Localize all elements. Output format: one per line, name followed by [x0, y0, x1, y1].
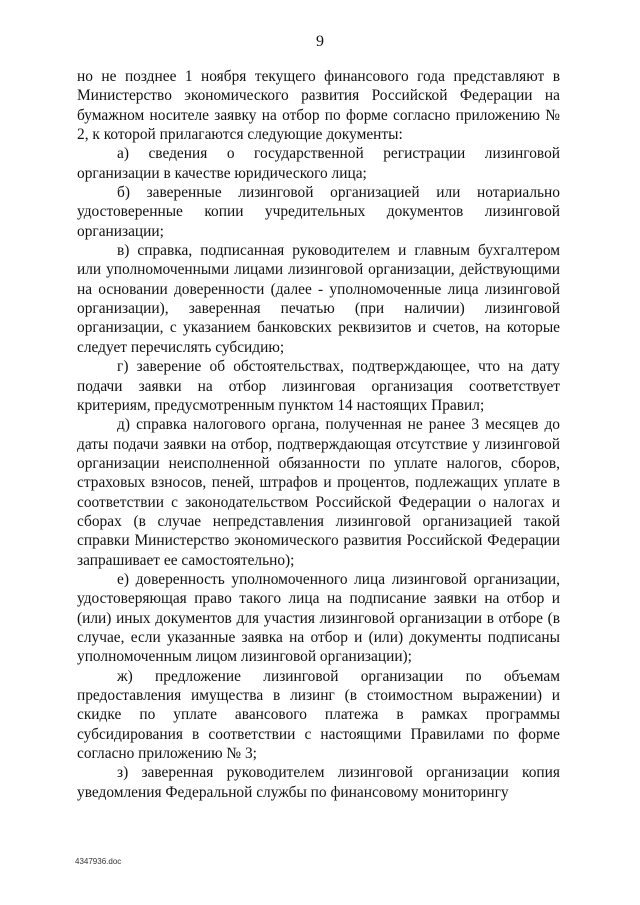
- paragraph-item-a: а) сведения о государственной регистрации лизинговой организации в качестве юридического лица;: [77, 145, 560, 182]
- paragraph-item-b: б) заверенные лизинговой организацией или нотариально удостоверенные копии учредительных документов лизинговой организации;: [77, 184, 560, 240]
- paragraph-item-v: в) справка, подписанная руководителем и главным бухгалтером или уполномоченными лицами лизинговой организации, действующими на основании доверенности (далее - уполномоченные лица лизинговой организации), заверенная печатью (при наличии) лизинговой организации, с указанием банковских реквизитов и счетов, на которые следует перечислять субсидию;: [77, 242, 560, 356]
- paragraph-item-z: з) заверенная руководителем лизинговой организации копия уведомления Федеральной службы по финансовому мониторингу: [77, 764, 560, 801]
- document-filename: 4347936.doc: [75, 857, 122, 866]
- document-body: [77, 67, 560, 802]
- paragraph-intro: но не позднее 1 ноября текущего финансового года представляют в Министерство экономического развития Российской Федерации на бумажном носителе заявку на отбор по форме согласно приложению № 2, к которой прилагаются следующие документы:: [77, 68, 560, 144]
- paragraph-item-d: д) справка налогового органа, полученная не ранее 3 месяцев до даты подачи заявки на отбор, подтверждающая отсутствие у лизинговой организации неисполненной обязанности по уплате налогов, сборов, страховых взносов, пеней, штрафов и процентов, подлежащих уплате в соответствии с законодательством Российской Федерации о налогах и сборах (в случае непредставления лизинговой организацией такой справки Министерство экономического развития Российской Федерации запрашивает ее самостоятельно);: [77, 416, 560, 569]
- paragraph-item-e: е) доверенность уполномоченного лица лизинговой организации, удостоверяющая право такого лица на подписание заявки на отбор и (или) иных документов для участия лизинговой организации в отборе (в случае, если указанные заявка на отбор и (или) документы подписаны уполномоченным лицом лизинговой организации);: [77, 570, 560, 666]
- paragraph-item-g: г) заверение об обстоятельствах, подтверждающее, что на дату подачи заявки на отбор лизинговая организация соответствует критериям, предусмотренным пунктом 14 настоящих Правил;: [77, 358, 560, 414]
- paragraph-item-zh: ж) предложение лизинговой организации по объемам предоставления имущества в лизинг (в стоимостном выражении) и скидке по уплате авансового платежа в рамках программы субсидирования в соответствии с настоящими Правилами по форме согласно приложению № 3;: [77, 667, 560, 763]
- page-number: 9: [316, 33, 324, 50]
